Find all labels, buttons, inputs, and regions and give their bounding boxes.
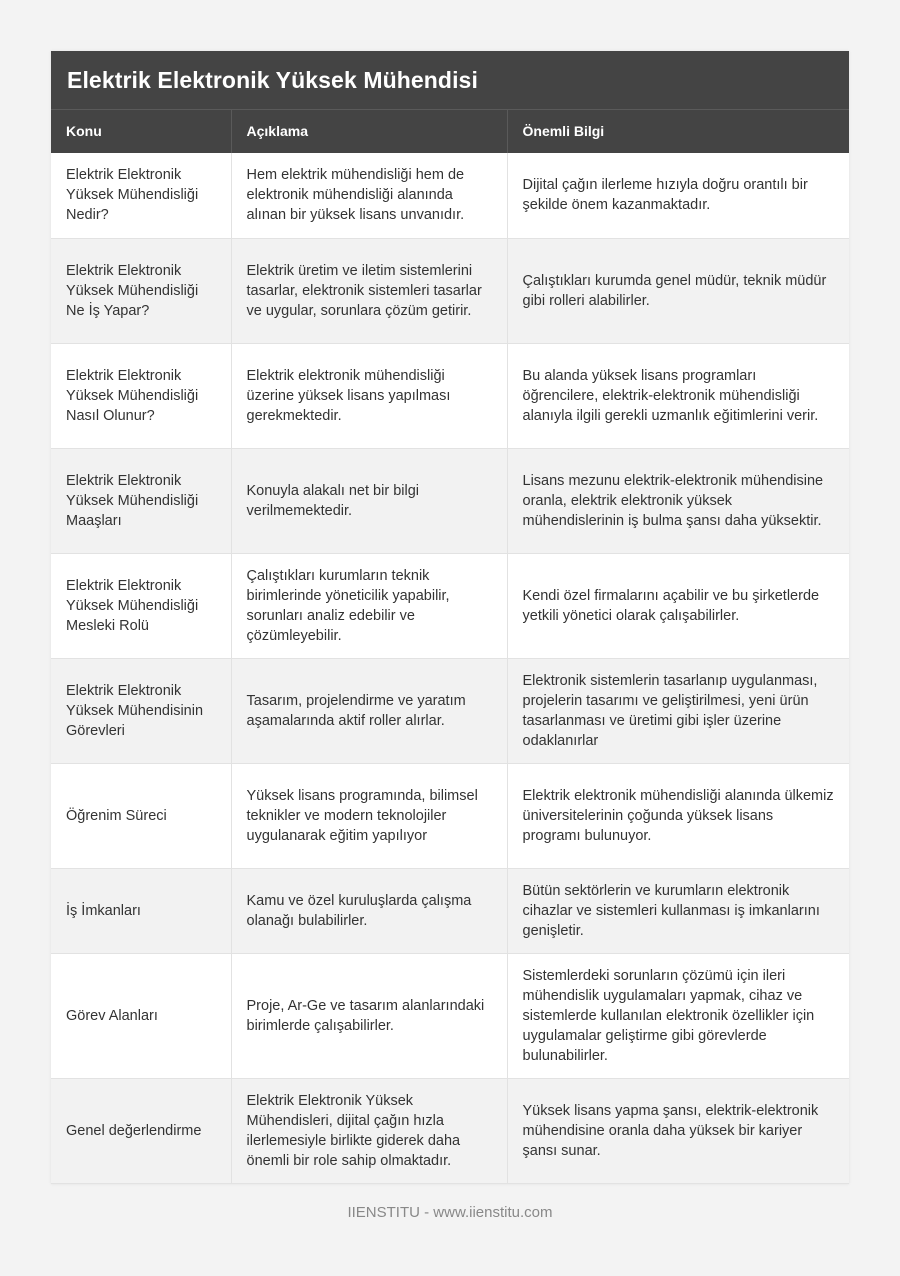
table-row [51, 449, 849, 554]
cell-topic: Genel değerlendirme [51, 1079, 231, 1184]
cell-topic: Elektrik Elektronik Yüksek Mühendisliği Mesleki Rolü [51, 554, 231, 659]
cell-important-info: Dijital çağın ilerleme hızıyla doğru orantılı bir şekilde önem kazanmaktadır. [507, 153, 849, 239]
header-row [51, 110, 849, 153]
cell-important-info: Çalıştıkları kurumda genel müdür, teknik müdür gibi rolleri alabilirler. [507, 239, 849, 344]
cell-important-info: Sistemlerdeki sorunların çözümü için ileri mühendislik uygulamaları yapmak, cihaz ve sistemlerde kullanılan elektronik özellikler için uygulamalar geliştirme gibi görevlerde bulunabilirler. [507, 954, 849, 1079]
cell-important-info: Lisans mezunu elektrik-elektronik mühendisine oranla, elektrik elektronik yüksek mühendislerinin iş bulma şansı daha yüksektir. [507, 449, 849, 554]
info-table [51, 109, 849, 1184]
table-row [51, 954, 849, 1079]
table-header [51, 110, 849, 153]
cell-description: Tasarım, projelendirme ve yaratım aşamalarında aktif roller alırlar. [231, 659, 507, 764]
cell-description: Hem elektrik mühendisliği hem de elektronik mühendisliği alanında alınan bir yüksek lisans unvanıdır. [231, 153, 507, 239]
column-header-aciklama: Açıklama [231, 110, 507, 153]
cell-description: Konuyla alakalı net bir bilgi verilmemektedir. [231, 449, 507, 554]
cell-important-info: Bütün sektörlerin ve kurumların elektronik cihazlar ve sistemleri kullanması iş imkanlarını genişletir. [507, 869, 849, 954]
cell-description: Proje, Ar-Ge ve tasarım alanlarındaki birimlerde çalışabilirler. [231, 954, 507, 1079]
content-card [51, 51, 849, 1184]
cell-topic: Öğrenim Süreci [51, 764, 231, 869]
table-row [51, 239, 849, 344]
cell-important-info: Elektronik sistemlerin tasarlanıp uygulanması, projelerin tasarımı ve geliştirilmesi, yeni ürün tasarlanması ve üretimi gibi işler üzerine odaklanırlar [507, 659, 849, 764]
table-row [51, 659, 849, 764]
cell-description: Elektrik elektronik mühendisliği üzerine yüksek lisans yapılması gerekmektedir. [231, 344, 507, 449]
table-row [51, 153, 849, 239]
table-row [51, 869, 849, 954]
cell-topic: Elektrik Elektronik Yüksek Mühendisinin Görevleri [51, 659, 231, 764]
cell-important-info: Yüksek lisans yapma şansı, elektrik-elektronik mühendisine oranla daha yüksek bir kariyer şansı sunar. [507, 1079, 849, 1184]
cell-important-info: Kendi özel firmalarını açabilir ve bu şirketlerde yetkili yönetici olarak çalışabilirler. [507, 554, 849, 659]
table-row [51, 554, 849, 659]
cell-description: Yüksek lisans programında, bilimsel teknikler ve modern teknolojiler uygulanarak eğitim yapılıyor [231, 764, 507, 869]
table-body [51, 153, 849, 1184]
table-row [51, 344, 849, 449]
cell-description: Elektrik Elektronik Yüksek Mühendisleri, dijital çağın hızla ilerlemesiyle birlikte giderek daha önemli bir role sahip olmaktadır. [231, 1079, 507, 1184]
cell-topic: Elektrik Elektronik Yüksek Mühendisliği Nasıl Olunur? [51, 344, 231, 449]
cell-topic: İş İmkanları [51, 869, 231, 954]
cell-topic: Elektrik Elektronik Yüksek Mühendisliği Nedir? [51, 153, 231, 239]
column-header-onemli-bilgi: Önemli Bilgi [507, 110, 849, 153]
column-header-konu: Konu [51, 110, 231, 153]
cell-topic: Elektrik Elektronik Yüksek Mühendisliği Maaşları [51, 449, 231, 554]
cell-description: Çalıştıkları kurumların teknik birimlerinde yöneticilik yapabilir, sorunları analiz edebilir ve çözümleyebilir. [231, 554, 507, 659]
cell-important-info: Elektrik elektronik mühendisliği alanında ülkemiz üniversitelerinin çoğunda yüksek lisans programı bulunuyor. [507, 764, 849, 869]
table-row [51, 764, 849, 869]
cell-description: Kamu ve özel kuruluşlarda çalışma olanağı bulabilirler. [231, 869, 507, 954]
footer-credit: IIENSTITU - www.iienstitu.com [347, 1204, 553, 1221]
cell-description: Elektrik üretim ve iletim sistemlerini tasarlar, elektronik sistemleri tasarlar ve uygular, sorunlara çözüm getirir. [231, 239, 507, 344]
page-title: Elektrik Elektronik Yüksek Mühendisi [51, 51, 849, 109]
table-row [51, 1079, 849, 1184]
cell-topic: Görev Alanları [51, 954, 231, 1079]
cell-topic: Elektrik Elektronik Yüksek Mühendisliği Ne İş Yapar? [51, 239, 231, 344]
cell-important-info: Bu alanda yüksek lisans programları öğrencilere, elektrik-elektronik mühendisliği alanıyla ilgili gerekli uzmanlık eğitimlerini verir. [507, 344, 849, 449]
